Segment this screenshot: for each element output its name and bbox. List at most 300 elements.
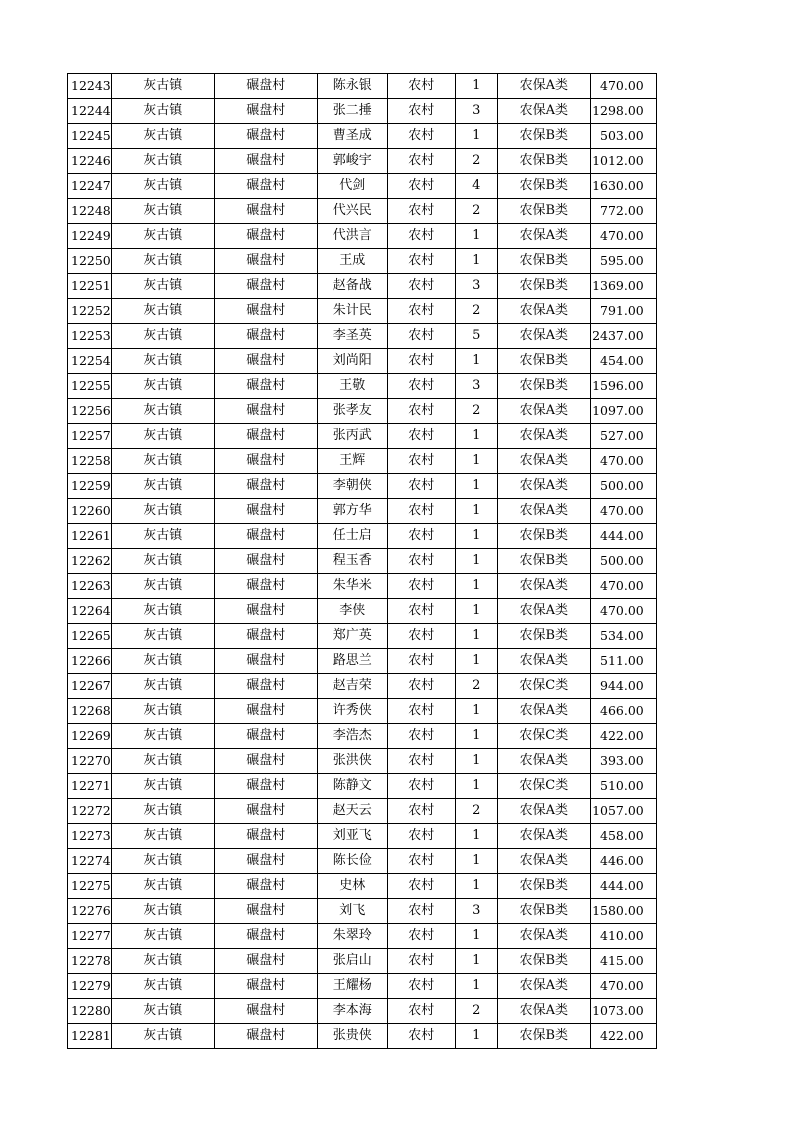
- household-type-cell: 农村: [387, 774, 455, 799]
- table-row: [68, 74, 657, 99]
- insurance-category-cell: 农保A类: [497, 799, 590, 824]
- person-name-cell: 朱翠玲: [317, 924, 387, 949]
- member-count-cell: 2: [455, 199, 497, 224]
- town-cell: 灰古镇: [111, 524, 214, 549]
- town-cell: 灰古镇: [111, 74, 214, 99]
- amount-cell: 470.00: [590, 574, 656, 599]
- insurance-category-cell: 农保B类: [497, 1024, 590, 1049]
- amount-cell: 470.00: [590, 449, 656, 474]
- person-name-cell: 代剑: [317, 174, 387, 199]
- insurance-category-cell: 农保C类: [497, 774, 590, 799]
- record-id-cell: 12275: [68, 874, 112, 899]
- table-row: [68, 174, 657, 199]
- insurance-category-cell: 农保B类: [497, 174, 590, 199]
- household-type-cell: 农村: [387, 624, 455, 649]
- amount-cell: 595.00: [590, 249, 656, 274]
- insurance-category-cell: 农保A类: [497, 299, 590, 324]
- record-id-cell: 12272: [68, 799, 112, 824]
- household-type-cell: 农村: [387, 449, 455, 474]
- village-cell: 碾盘村: [214, 474, 317, 499]
- village-cell: 碾盘村: [214, 849, 317, 874]
- member-count-cell: 2: [455, 999, 497, 1024]
- record-id-cell: 12278: [68, 949, 112, 974]
- insurance-category-cell: 农保B类: [497, 374, 590, 399]
- household-type-cell: 农村: [387, 99, 455, 124]
- table-row: [68, 299, 657, 324]
- household-type-cell: 农村: [387, 849, 455, 874]
- member-count-cell: 1: [455, 649, 497, 674]
- village-cell: 碾盘村: [214, 749, 317, 774]
- household-type-cell: 农村: [387, 299, 455, 324]
- member-count-cell: 1: [455, 549, 497, 574]
- town-cell: 灰古镇: [111, 674, 214, 699]
- table-row: [68, 349, 657, 374]
- table-row: [68, 574, 657, 599]
- table-row: [68, 224, 657, 249]
- person-name-cell: 任士启: [317, 524, 387, 549]
- insurance-category-cell: 农保A类: [497, 324, 590, 349]
- amount-cell: 503.00: [590, 124, 656, 149]
- village-cell: 碾盘村: [214, 199, 317, 224]
- person-name-cell: 赵吉荣: [317, 674, 387, 699]
- person-name-cell: 李侠: [317, 599, 387, 624]
- town-cell: 灰古镇: [111, 449, 214, 474]
- record-id-cell: 12277: [68, 924, 112, 949]
- person-name-cell: 李本海: [317, 999, 387, 1024]
- amount-cell: 500.00: [590, 474, 656, 499]
- member-count-cell: 3: [455, 374, 497, 399]
- table-row: [68, 599, 657, 624]
- town-cell: 灰古镇: [111, 349, 214, 374]
- record-id-cell: 12265: [68, 624, 112, 649]
- town-cell: 灰古镇: [111, 324, 214, 349]
- person-name-cell: 李朝侠: [317, 474, 387, 499]
- town-cell: 灰古镇: [111, 299, 214, 324]
- village-cell: 碾盘村: [214, 399, 317, 424]
- table-row: [68, 799, 657, 824]
- amount-cell: 772.00: [590, 199, 656, 224]
- insurance-category-cell: 农保C类: [497, 674, 590, 699]
- insurance-category-cell: 农保B类: [497, 899, 590, 924]
- person-name-cell: 王辉: [317, 449, 387, 474]
- insurance-category-cell: 农保B类: [497, 274, 590, 299]
- person-name-cell: 许秀侠: [317, 699, 387, 724]
- insurance-category-cell: 农保C类: [497, 724, 590, 749]
- village-cell: 碾盘村: [214, 799, 317, 824]
- household-type-cell: 农村: [387, 674, 455, 699]
- village-cell: 碾盘村: [214, 374, 317, 399]
- village-cell: 碾盘村: [214, 499, 317, 524]
- household-type-cell: 农村: [387, 374, 455, 399]
- amount-cell: 470.00: [590, 974, 656, 999]
- town-cell: 灰古镇: [111, 949, 214, 974]
- table-row: [68, 199, 657, 224]
- town-cell: 灰古镇: [111, 599, 214, 624]
- record-id-cell: 12274: [68, 849, 112, 874]
- member-count-cell: 1: [455, 499, 497, 524]
- amount-cell: 470.00: [590, 74, 656, 99]
- record-id-cell: 12264: [68, 599, 112, 624]
- insurance-category-cell: 农保B类: [497, 149, 590, 174]
- village-cell: 碾盘村: [214, 974, 317, 999]
- insurance-category-cell: 农保B类: [497, 624, 590, 649]
- town-cell: 灰古镇: [111, 749, 214, 774]
- table-row: [68, 149, 657, 174]
- amount-cell: 510.00: [590, 774, 656, 799]
- person-name-cell: 王成: [317, 249, 387, 274]
- insurance-category-cell: 农保A类: [497, 499, 590, 524]
- record-id-cell: 12256: [68, 399, 112, 424]
- person-name-cell: 李圣英: [317, 324, 387, 349]
- member-count-cell: 1: [455, 474, 497, 499]
- household-type-cell: 农村: [387, 124, 455, 149]
- household-type-cell: 农村: [387, 174, 455, 199]
- table-row: [68, 924, 657, 949]
- amount-cell: 527.00: [590, 424, 656, 449]
- table-row: [68, 449, 657, 474]
- record-id-cell: 12281: [68, 1024, 112, 1049]
- town-cell: 灰古镇: [111, 849, 214, 874]
- amount-cell: 1630.00: [590, 174, 656, 199]
- town-cell: 灰古镇: [111, 974, 214, 999]
- town-cell: 灰古镇: [111, 549, 214, 574]
- town-cell: 灰古镇: [111, 699, 214, 724]
- member-count-cell: 1: [455, 824, 497, 849]
- village-cell: 碾盘村: [214, 449, 317, 474]
- village-cell: 碾盘村: [214, 124, 317, 149]
- insurance-category-cell: 农保B类: [497, 349, 590, 374]
- person-name-cell: 曹圣成: [317, 124, 387, 149]
- village-cell: 碾盘村: [214, 774, 317, 799]
- person-name-cell: 陈长俭: [317, 849, 387, 874]
- insurance-category-cell: 农保A类: [497, 699, 590, 724]
- person-name-cell: 张启山: [317, 949, 387, 974]
- village-cell: 碾盘村: [214, 649, 317, 674]
- record-id-cell: 12266: [68, 649, 112, 674]
- member-count-cell: 3: [455, 99, 497, 124]
- record-id-cell: 12270: [68, 749, 112, 774]
- household-type-cell: 农村: [387, 799, 455, 824]
- town-cell: 灰古镇: [111, 124, 214, 149]
- record-id-cell: 12243: [68, 74, 112, 99]
- village-cell: 碾盘村: [214, 574, 317, 599]
- person-name-cell: 郭峻宇: [317, 149, 387, 174]
- person-name-cell: 刘亚飞: [317, 824, 387, 849]
- record-id-cell: 12250: [68, 249, 112, 274]
- amount-cell: 470.00: [590, 499, 656, 524]
- village-cell: 碾盘村: [214, 899, 317, 924]
- insurance-category-cell: 农保A类: [497, 99, 590, 124]
- table-row: [68, 399, 657, 424]
- member-count-cell: 1: [455, 949, 497, 974]
- person-name-cell: 路思兰: [317, 649, 387, 674]
- person-name-cell: 赵天云: [317, 799, 387, 824]
- household-type-cell: 农村: [387, 474, 455, 499]
- table-row: [68, 999, 657, 1024]
- town-cell: 灰古镇: [111, 224, 214, 249]
- town-cell: 灰古镇: [111, 499, 214, 524]
- household-type-cell: 农村: [387, 199, 455, 224]
- table-row: [68, 1024, 657, 1049]
- village-cell: 碾盘村: [214, 174, 317, 199]
- amount-cell: 1097.00: [590, 399, 656, 424]
- amount-cell: 422.00: [590, 1024, 656, 1049]
- village-cell: 碾盘村: [214, 824, 317, 849]
- table-row: [68, 274, 657, 299]
- record-id-cell: 12258: [68, 449, 112, 474]
- insurance-category-cell: 农保B类: [497, 949, 590, 974]
- member-count-cell: 1: [455, 599, 497, 624]
- insurance-category-cell: 农保A类: [497, 749, 590, 774]
- member-count-cell: 1: [455, 974, 497, 999]
- insurance-category-cell: 农保A类: [497, 599, 590, 624]
- member-count-cell: 2: [455, 299, 497, 324]
- person-name-cell: 郑广英: [317, 624, 387, 649]
- town-cell: 灰古镇: [111, 899, 214, 924]
- record-id-cell: 12273: [68, 824, 112, 849]
- record-id-cell: 12259: [68, 474, 112, 499]
- town-cell: 灰古镇: [111, 374, 214, 399]
- amount-cell: 1580.00: [590, 899, 656, 924]
- village-cell: 碾盘村: [214, 724, 317, 749]
- member-count-cell: 4: [455, 174, 497, 199]
- member-count-cell: 1: [455, 124, 497, 149]
- town-cell: 灰古镇: [111, 474, 214, 499]
- village-cell: 碾盘村: [214, 874, 317, 899]
- town-cell: 灰古镇: [111, 199, 214, 224]
- record-id-cell: 12280: [68, 999, 112, 1024]
- table-row: [68, 624, 657, 649]
- household-type-cell: 农村: [387, 974, 455, 999]
- household-type-cell: 农村: [387, 1024, 455, 1049]
- amount-cell: 1369.00: [590, 274, 656, 299]
- table-row: [68, 499, 657, 524]
- amount-cell: 415.00: [590, 949, 656, 974]
- village-cell: 碾盘村: [214, 999, 317, 1024]
- person-name-cell: 张二捶: [317, 99, 387, 124]
- insurance-category-cell: 农保A类: [497, 449, 590, 474]
- person-name-cell: 朱计民: [317, 299, 387, 324]
- household-type-cell: 农村: [387, 499, 455, 524]
- table-row: [68, 899, 657, 924]
- household-type-cell: 农村: [387, 574, 455, 599]
- record-id-cell: 12254: [68, 349, 112, 374]
- town-cell: 灰古镇: [111, 99, 214, 124]
- amount-cell: 466.00: [590, 699, 656, 724]
- town-cell: 灰古镇: [111, 874, 214, 899]
- person-name-cell: 史林: [317, 874, 387, 899]
- town-cell: 灰古镇: [111, 924, 214, 949]
- record-id-cell: 12244: [68, 99, 112, 124]
- person-name-cell: 张丙武: [317, 424, 387, 449]
- member-count-cell: 1: [455, 749, 497, 774]
- town-cell: 灰古镇: [111, 1024, 214, 1049]
- household-type-cell: 农村: [387, 999, 455, 1024]
- household-type-cell: 农村: [387, 549, 455, 574]
- household-type-cell: 农村: [387, 699, 455, 724]
- amount-cell: 1012.00: [590, 149, 656, 174]
- town-cell: 灰古镇: [111, 274, 214, 299]
- household-type-cell: 农村: [387, 224, 455, 249]
- table-row: [68, 699, 657, 724]
- member-count-cell: 3: [455, 899, 497, 924]
- amount-cell: 444.00: [590, 524, 656, 549]
- insurance-category-cell: 农保B类: [497, 549, 590, 574]
- village-cell: 碾盘村: [214, 1024, 317, 1049]
- insurance-category-cell: 农保B类: [497, 124, 590, 149]
- amount-cell: 500.00: [590, 549, 656, 574]
- record-id-cell: 12245: [68, 124, 112, 149]
- town-cell: 灰古镇: [111, 624, 214, 649]
- table-row: [68, 324, 657, 349]
- insurance-category-cell: 农保A类: [497, 824, 590, 849]
- member-count-cell: 1: [455, 624, 497, 649]
- table-row: [68, 724, 657, 749]
- person-name-cell: 代洪言: [317, 224, 387, 249]
- insurance-category-cell: 农保B类: [497, 249, 590, 274]
- town-cell: 灰古镇: [111, 424, 214, 449]
- household-type-cell: 农村: [387, 724, 455, 749]
- household-type-cell: 农村: [387, 274, 455, 299]
- amount-cell: 470.00: [590, 224, 656, 249]
- insurance-category-cell: 农保B类: [497, 524, 590, 549]
- insurance-category-cell: 农保B类: [497, 874, 590, 899]
- record-id-cell: 12279: [68, 974, 112, 999]
- village-cell: 碾盘村: [214, 349, 317, 374]
- record-id-cell: 12271: [68, 774, 112, 799]
- household-type-cell: 农村: [387, 949, 455, 974]
- household-type-cell: 农村: [387, 599, 455, 624]
- village-cell: 碾盘村: [214, 224, 317, 249]
- household-type-cell: 农村: [387, 899, 455, 924]
- person-name-cell: 陈永银: [317, 74, 387, 99]
- table-row: [68, 874, 657, 899]
- member-count-cell: 1: [455, 249, 497, 274]
- household-type-cell: 农村: [387, 824, 455, 849]
- member-count-cell: 2: [455, 674, 497, 699]
- record-id-cell: 12247: [68, 174, 112, 199]
- person-name-cell: 王敬: [317, 374, 387, 399]
- amount-cell: 410.00: [590, 924, 656, 949]
- village-cell: 碾盘村: [214, 99, 317, 124]
- member-count-cell: 2: [455, 399, 497, 424]
- household-type-cell: 农村: [387, 924, 455, 949]
- record-id-cell: 12263: [68, 574, 112, 599]
- village-cell: 碾盘村: [214, 949, 317, 974]
- insurance-category-cell: 农保A类: [497, 574, 590, 599]
- household-type-cell: 农村: [387, 399, 455, 424]
- record-id-cell: 12257: [68, 424, 112, 449]
- record-id-cell: 12248: [68, 199, 112, 224]
- village-cell: 碾盘村: [214, 674, 317, 699]
- record-id-cell: 12253: [68, 324, 112, 349]
- table-row: [68, 474, 657, 499]
- insurance-category-cell: 农保A类: [497, 999, 590, 1024]
- table-body: [68, 74, 657, 1049]
- amount-cell: 2437.00: [590, 324, 656, 349]
- member-count-cell: 1: [455, 449, 497, 474]
- person-name-cell: 代兴民: [317, 199, 387, 224]
- town-cell: 灰古镇: [111, 574, 214, 599]
- person-name-cell: 张贵侠: [317, 1024, 387, 1049]
- household-type-cell: 农村: [387, 424, 455, 449]
- record-id-cell: 12255: [68, 374, 112, 399]
- village-cell: 碾盘村: [214, 299, 317, 324]
- record-id-cell: 12261: [68, 524, 112, 549]
- data-table: [67, 73, 657, 1049]
- insurance-category-cell: 农保B类: [497, 199, 590, 224]
- village-cell: 碾盘村: [214, 624, 317, 649]
- amount-cell: 511.00: [590, 649, 656, 674]
- amount-cell: 454.00: [590, 349, 656, 374]
- village-cell: 碾盘村: [214, 524, 317, 549]
- town-cell: 灰古镇: [111, 999, 214, 1024]
- member-count-cell: 1: [455, 224, 497, 249]
- town-cell: 灰古镇: [111, 824, 214, 849]
- member-count-cell: 1: [455, 1024, 497, 1049]
- town-cell: 灰古镇: [111, 649, 214, 674]
- village-cell: 碾盘村: [214, 924, 317, 949]
- village-cell: 碾盘村: [214, 74, 317, 99]
- table-row: [68, 524, 657, 549]
- table-row: [68, 549, 657, 574]
- village-cell: 碾盘村: [214, 699, 317, 724]
- household-type-cell: 农村: [387, 324, 455, 349]
- insurance-category-cell: 农保A类: [497, 399, 590, 424]
- household-type-cell: 农村: [387, 874, 455, 899]
- village-cell: 碾盘村: [214, 599, 317, 624]
- village-cell: 碾盘村: [214, 424, 317, 449]
- amount-cell: 1596.00: [590, 374, 656, 399]
- record-id-cell: 12246: [68, 149, 112, 174]
- town-cell: 灰古镇: [111, 149, 214, 174]
- town-cell: 灰古镇: [111, 799, 214, 824]
- member-count-cell: 1: [455, 924, 497, 949]
- person-name-cell: 程玉香: [317, 549, 387, 574]
- record-id-cell: 12262: [68, 549, 112, 574]
- insurance-category-cell: 农保A类: [497, 974, 590, 999]
- person-name-cell: 刘飞: [317, 899, 387, 924]
- member-count-cell: 2: [455, 149, 497, 174]
- village-cell: 碾盘村: [214, 274, 317, 299]
- member-count-cell: 1: [455, 74, 497, 99]
- member-count-cell: 1: [455, 724, 497, 749]
- amount-cell: 422.00: [590, 724, 656, 749]
- member-count-cell: 1: [455, 524, 497, 549]
- table-row: [68, 249, 657, 274]
- household-type-cell: 农村: [387, 74, 455, 99]
- table-row: [68, 949, 657, 974]
- table-row: [68, 849, 657, 874]
- household-type-cell: 农村: [387, 749, 455, 774]
- town-cell: 灰古镇: [111, 249, 214, 274]
- record-id-cell: 12267: [68, 674, 112, 699]
- member-count-cell: 3: [455, 274, 497, 299]
- member-count-cell: 2: [455, 799, 497, 824]
- record-id-cell: 12251: [68, 274, 112, 299]
- person-name-cell: 刘尚阳: [317, 349, 387, 374]
- member-count-cell: 1: [455, 874, 497, 899]
- village-cell: 碾盘村: [214, 324, 317, 349]
- table-row: [68, 749, 657, 774]
- amount-cell: 444.00: [590, 874, 656, 899]
- amount-cell: 1073.00: [590, 999, 656, 1024]
- household-type-cell: 农村: [387, 649, 455, 674]
- table-row: [68, 974, 657, 999]
- amount-cell: 458.00: [590, 824, 656, 849]
- table-row: [68, 774, 657, 799]
- person-name-cell: 王耀杨: [317, 974, 387, 999]
